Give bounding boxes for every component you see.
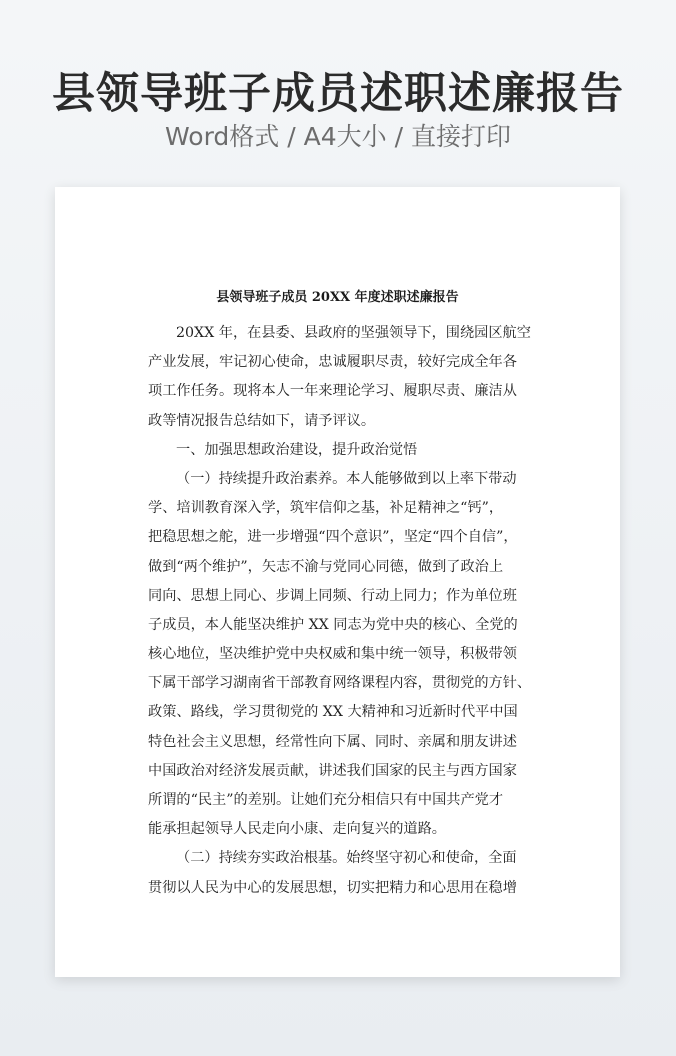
body-line: 子成员，本人能坚决维护 XX 同志为党中央的核心、全党的 [148, 616, 518, 633]
document-title: 县领导班子成员 20XX 年度述职述廉报告 [216, 290, 459, 305]
body-line: 20XX 年，在县委、县政府的坚强领导下，围绕园区航空 [176, 325, 531, 341]
banner-title: 县领导班子成员述职述廉报告 [52, 69, 624, 119]
body-line: 核心地位，坚决维护党中央权威和集中统一领导，积极带领 [148, 646, 517, 663]
body-line: 特色社会主义思想，经常性向下属、同时、亲属和朋友讲述 [148, 733, 517, 750]
body-line: 政等情况报告总结如下，请予评议。 [148, 412, 376, 429]
document-page [55, 187, 620, 977]
body-line: 政策、路线，学习贯彻党的 XX 大精神和习近新时代平中国 [148, 704, 518, 721]
body-line: 贯彻以人民为中心的发展思想，切实把精力和心思用在稳增 [148, 879, 517, 896]
body-line: 做到“两个维护”，矢志不渝与党同心同德，做到了政治上 [148, 558, 504, 575]
body-line: 下属干部学习湖南省干部教育网络课程内容，贯彻党的方针、 [148, 675, 532, 692]
body-line: 项工作任务。现将本人一年来理论学习、履职尽责、廉洁从 [148, 383, 517, 400]
body-line: （一）持续提升政治素养。本人能够做到以上率下带动 [176, 470, 517, 487]
body-line: 所谓的“民主”的差别。让她们充分相信只有中国共产党才 [148, 792, 504, 808]
banner-subtitle: Word格式 / A4大小 / 直接打印 [165, 122, 511, 151]
body-line: 中国政治对经济发展贡献，讲述我们国家的民主与西方国家 [148, 762, 517, 779]
body-line: （二）持续夯实政治根基。始终坚守初心和使命，全面 [176, 850, 517, 867]
body-line: 学、培训教育深入学，筑牢信仰之基，补足精神之“钙”， [148, 500, 504, 517]
body-line: 产业发展，牢记初心使命，忠诚履职尽责，较好完成全年各 [148, 354, 517, 371]
body-line: 把稳思想之舵，进一步增强“四个意识”，坚定“四个自信”， [148, 529, 518, 546]
document-body [148, 319, 541, 903]
section-heading: 一、加强思想政治建设，提升政治觉悟 [176, 441, 418, 458]
body-line: 同向、思想上同心、步调上同频、行动上同力；作为单位班 [148, 587, 517, 604]
body-line: 能承担起领导人民走向小康、走向复兴的道路。 [148, 821, 446, 838]
